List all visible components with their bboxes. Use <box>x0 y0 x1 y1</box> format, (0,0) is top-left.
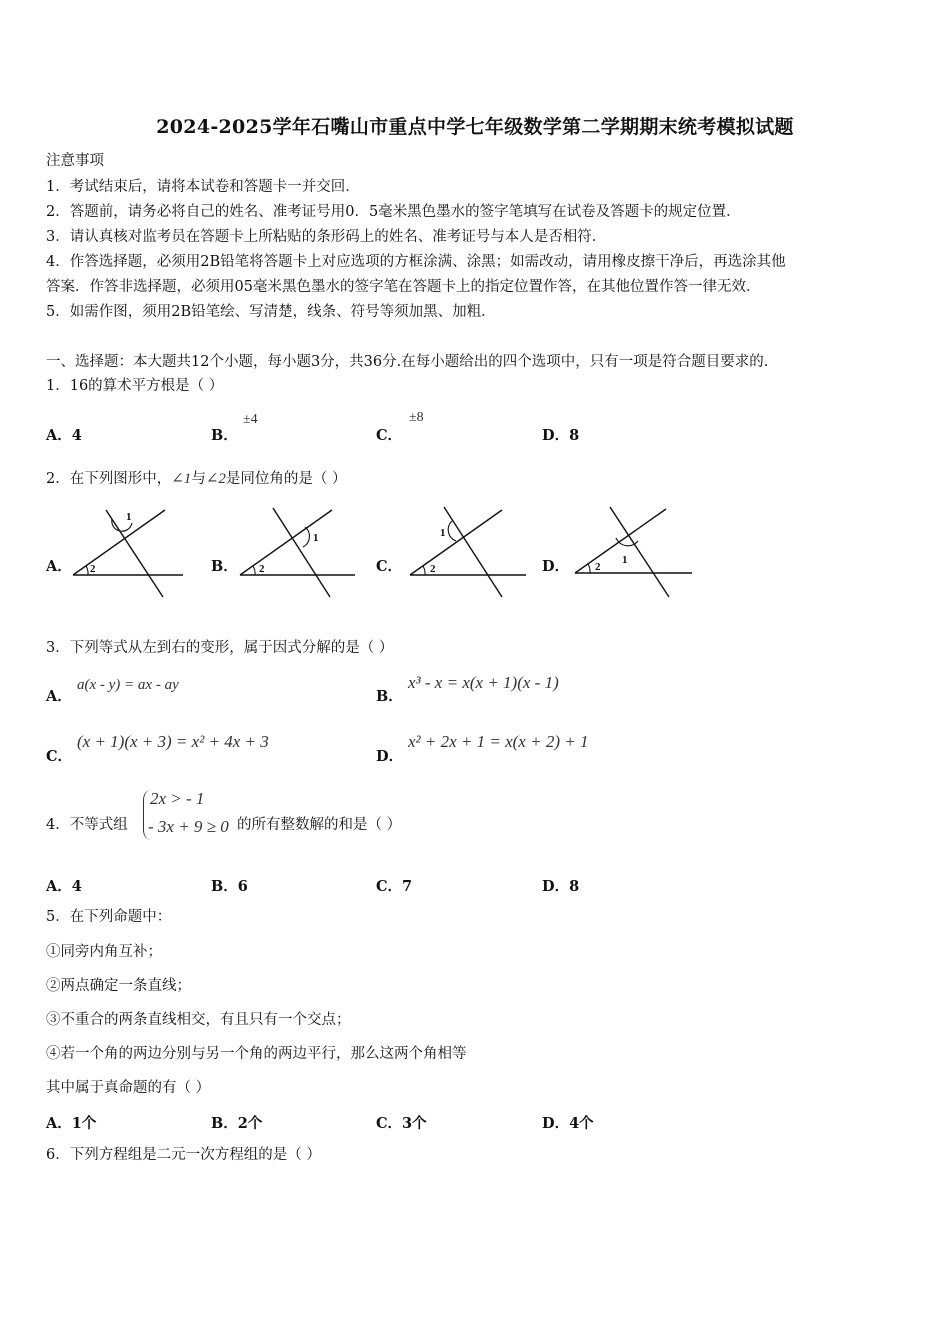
q2-option-c[interactable]: C． <box>376 558 403 575</box>
stem-text: 与 <box>191 471 206 487</box>
q4-option-d[interactable] <box>542 875 579 896</box>
q1-option-b-label[interactable]: B． <box>211 427 238 444</box>
option-label: D． <box>542 427 570 444</box>
option-text: 2个 <box>237 1115 263 1132</box>
question-4-stem-post: 的所有整数解的和是（ ） <box>237 817 402 833</box>
option-label: C． <box>376 878 403 895</box>
notice-item: 1．考试结束后，请将本试卷和答题卡一并交回． <box>46 179 360 195</box>
q3-option-c-label[interactable]: C． <box>46 748 73 765</box>
notice-heading: 注意事项 <box>46 153 104 169</box>
question-2-stem <box>46 469 347 489</box>
question-1-stem: 1．16的算术平方根是（ ） <box>46 378 224 394</box>
angle-2-label: 2 <box>595 561 601 573</box>
option-label: A． <box>46 427 72 444</box>
option-label: A． <box>46 878 72 895</box>
option-label: B． <box>211 878 238 895</box>
q5-option-a[interactable] <box>46 1112 96 1133</box>
option-label: A． <box>46 1115 72 1132</box>
option-text: 3个 <box>402 1115 427 1132</box>
option-label: C． <box>376 1115 403 1132</box>
q5-option-c[interactable] <box>376 1112 427 1133</box>
proposition-2: ②两点确定一条直线； <box>46 978 191 994</box>
option-label: D． <box>542 878 570 895</box>
option-text: 1个 <box>71 1115 97 1132</box>
q1-option-c-text: ±8 <box>409 410 424 425</box>
angle-1-label: 1 <box>440 527 446 539</box>
q4-option-c[interactable] <box>376 875 412 896</box>
option-text: 4 <box>71 427 82 444</box>
q5-option-d[interactable] <box>542 1112 594 1133</box>
q3-option-d-formula: x² + 2x + 1 = x(x + 2) + 1 <box>408 732 589 751</box>
q1-option-d[interactable] <box>542 424 579 445</box>
angle-2-label: 2 <box>430 563 436 575</box>
option-label: B． <box>211 1115 238 1132</box>
q2-option-d[interactable]: D． <box>542 558 570 575</box>
figure-a <box>70 505 190 600</box>
q2-option-b[interactable]: B． <box>211 558 238 575</box>
option-text: 7 <box>402 878 413 895</box>
stem-text: 2．在下列图形中， <box>46 471 172 487</box>
angle-1-label: 1 <box>622 554 628 566</box>
q4-option-b[interactable] <box>211 875 248 896</box>
notice-item: 答案．作答非选择题，必须用05毫米黑色墨水的签字笔在答题卡上的指定位置作答，在其他位置作答一律无效． <box>46 279 761 295</box>
notice-item: 3．请认真核对监考员在答题卡上所粘贴的条形码上的姓名、准考证号与本人是否相符． <box>46 229 607 245</box>
stem-text: 是同位角的是（ ） <box>225 471 347 487</box>
angle-2-label: 2 <box>90 563 96 575</box>
option-text: 4个 <box>569 1115 594 1132</box>
question-5-stem: 5．在下列命题中： <box>46 909 172 925</box>
proposition-4: ④若一个角的两边分别与另一个角的两边平行，那么这两个角相等 <box>46 1046 467 1062</box>
option-text: 6 <box>237 878 248 895</box>
notice-item: 5．如需作图，须用2B铅笔绘、写清楚，线条、符号等须加黑、加粗． <box>46 304 496 320</box>
q1-option-a[interactable] <box>46 424 82 445</box>
q3-option-a-formula: a(x - y) = ax - ay <box>77 677 179 693</box>
q1-option-b-text: ±4 <box>243 412 258 427</box>
q3-option-c-formula: (x + 1)(x + 3) = x² + 4x + 3 <box>77 732 269 751</box>
inequality-line-1: 2x > - 1 <box>150 789 205 808</box>
figure-b <box>237 505 357 600</box>
section-heading: 一、选择题：本大题共12个小题，每小题3分，共36分.在每小题给出的四个选项中，只有一项是符合题目要求的. <box>46 354 769 370</box>
option-text: 4 <box>71 878 82 895</box>
question-5-ask: 其中属于真命题的有（ ） <box>46 1080 211 1096</box>
angle-2-label: 2 <box>259 563 265 575</box>
q3-option-a-label[interactable]: A． <box>46 688 72 705</box>
q3-option-d-label[interactable]: D． <box>376 748 404 765</box>
q4-option-a[interactable] <box>46 875 82 896</box>
question-4-stem-pre: 4．不等式组 <box>46 817 128 833</box>
q3-option-b-formula: x³ - x = x(x + 1)(x - 1) <box>408 673 559 692</box>
q2-option-a[interactable]: A． <box>46 558 72 575</box>
proposition-1: ①同旁内角互补； <box>46 944 162 960</box>
figure-c <box>408 505 530 600</box>
q1-option-c-label[interactable]: C． <box>376 427 403 444</box>
question-3-stem: 3．下列等式从左到右的变形，属于因式分解的是（ ） <box>46 640 394 656</box>
page-title: 2024-2025学年石嘴山市重点中学七年级数学第二学期期末统考模拟试题 <box>156 116 794 138</box>
notice-item: 2．答题前，请务必将自己的姓名、准考证号用0．5毫米黑色墨水的签字笔填写在试卷及答题卡的规定位置． <box>46 204 741 220</box>
angle-2-symbol: ∠2 <box>205 471 226 487</box>
proposition-3: ③不重合的两条直线相交，有且只有一个交点； <box>46 1012 351 1028</box>
question-6-stem: 6．下列方程组是二元一次方程组的是（ ） <box>46 1147 321 1163</box>
angle-1-symbol: ∠1 <box>171 471 192 487</box>
notice-item: 4．作答选择题，必须用2B铅笔将答题卡上对应选项的方框涂满、涂黑；如需改动，请用橡皮擦干净后，再选涂其他 <box>46 254 786 270</box>
angle-1-label: 1 <box>126 511 132 523</box>
option-text: 8 <box>569 878 580 895</box>
q3-option-b-label[interactable]: B． <box>376 688 403 705</box>
option-label: D． <box>542 1115 570 1132</box>
q5-option-b[interactable] <box>211 1112 262 1133</box>
angle-1-label: 1 <box>313 532 319 544</box>
inequality-line-2: - 3x + 9 ≥ 0 <box>148 817 229 836</box>
option-text: 8 <box>569 427 580 444</box>
figure-d <box>572 505 694 600</box>
